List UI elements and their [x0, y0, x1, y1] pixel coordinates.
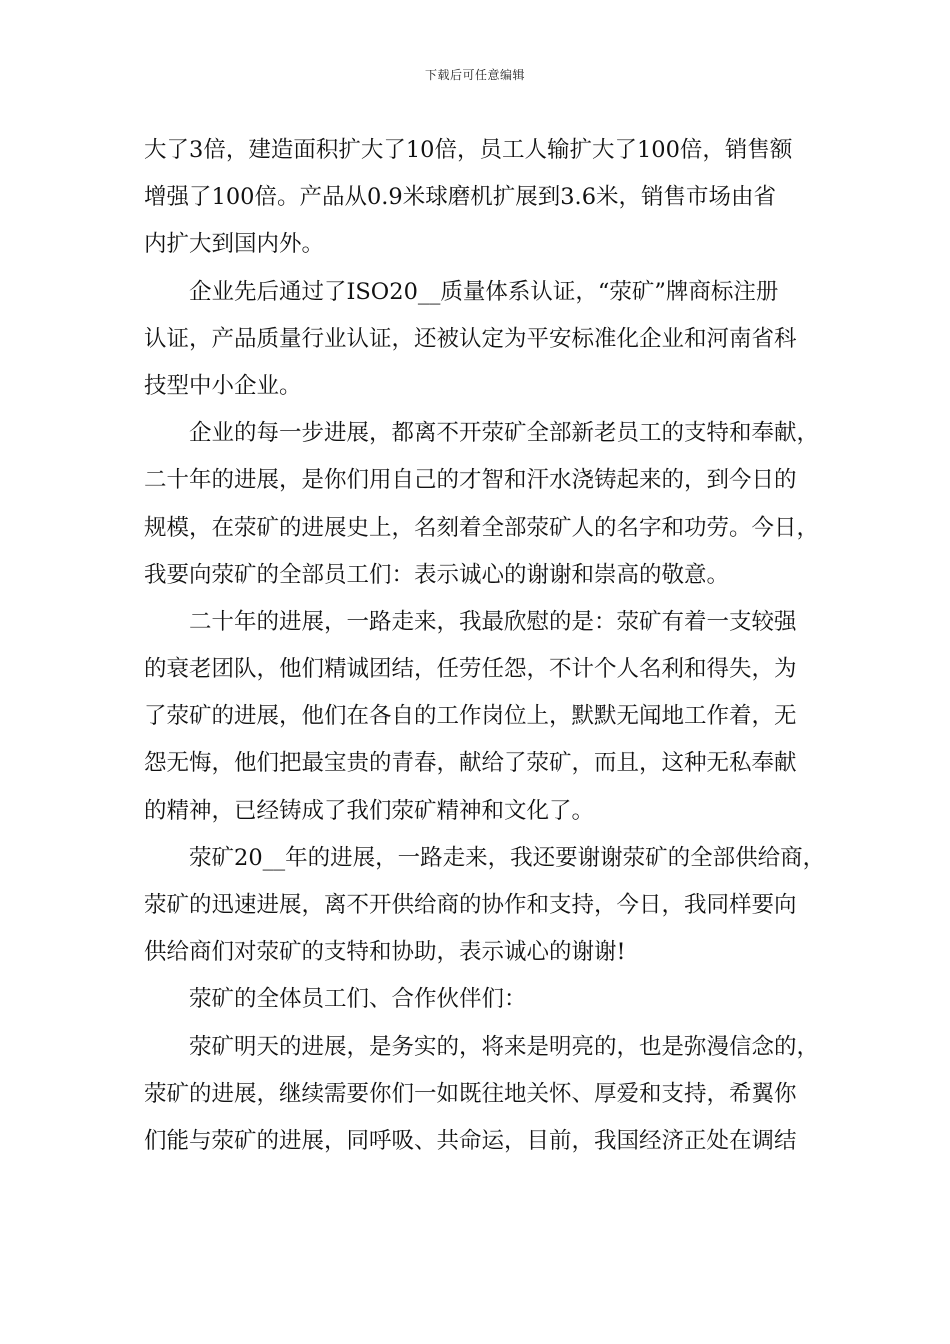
text-line: 内扩大到国内外。	[144, 231, 325, 258]
text-line: 的衰老团队，他们精诚团结，任劳任怨，不计个人名利和得失，为	[144, 656, 797, 683]
text-line: 荥矿的迅速进展，离不开供给商的协作和支持，今日，我同样要向	[144, 892, 797, 918]
text-line: 我要向荥矿的全部员工们：表示诚心的谢谢和崇高的敬意。	[144, 561, 730, 588]
text-line: 的精神，已经铸成了我们荥矿精神和文化了。	[144, 797, 595, 824]
text-line: 规模，在荥矿的进展史上，名刻着全部荥矿人的名字和功劳。今日，	[144, 514, 820, 541]
paragraph-start-line: 企业的每一步进展，都离不开荥矿全部新老员工的支特和奉献，	[189, 420, 820, 447]
text-line: 技型中小企业。	[144, 372, 302, 399]
page-header: 下载后可任意编辑	[424, 68, 525, 82]
document-body	[144, 127, 826, 1165]
paragraph-start-line: 企业先后通过了ISO20__质量体系认证，“荥矿”牌商标注册	[189, 278, 779, 305]
text-line: 增强了100倍。产品从0.9米球磨机扩展到3.6米，销售市场由省	[144, 184, 777, 211]
text-line: 供给商们对荥矿的支特和协助，表示诚心的谢谢!	[144, 939, 626, 966]
text-line: 认证，产品质量行业认证，还被认定为平安标准化企业和河南省科	[144, 325, 797, 352]
paragraph-start-line: 荥矿20__年的进展，一路走来，我还要谢谢荥矿的全部供给商，	[189, 844, 826, 871]
text-line: 二十年的进展，是你们用自己的才智和汗水浇铸起来的，到今日的	[144, 467, 797, 494]
paragraph-start-line: 荥矿明天的进展，是务实的，将来是明亮的，也是弥漫信念的，	[189, 1033, 820, 1060]
text-line: 们能与荥矿的进展，同呼吸、共命运，目前，我国经济正处在调结	[144, 1127, 797, 1154]
text-line: 大了3倍，建造面积扩大了10倍，员工人输扩大了100倍，销售额	[144, 137, 793, 163]
text-line: 荥矿的进展，继续需要你们一如既往地关怀、厚爱和支持，希翼你	[144, 1080, 797, 1107]
paragraph-start-line: 二十年的进展，一路走来，我最欣慰的是：荥矿有着一支较强	[189, 608, 797, 635]
text-line: 了荥矿的进展，他们在各自的工作岗位上，默默无闻地工作着，无	[144, 703, 797, 730]
text-line: 怨无悔，他们把最宝贵的青春，献给了荥矿，而且，这种无私奉献	[144, 750, 797, 777]
paragraph-start-line: 荥矿的全体员工们、合作伙伴们：	[189, 986, 527, 1013]
